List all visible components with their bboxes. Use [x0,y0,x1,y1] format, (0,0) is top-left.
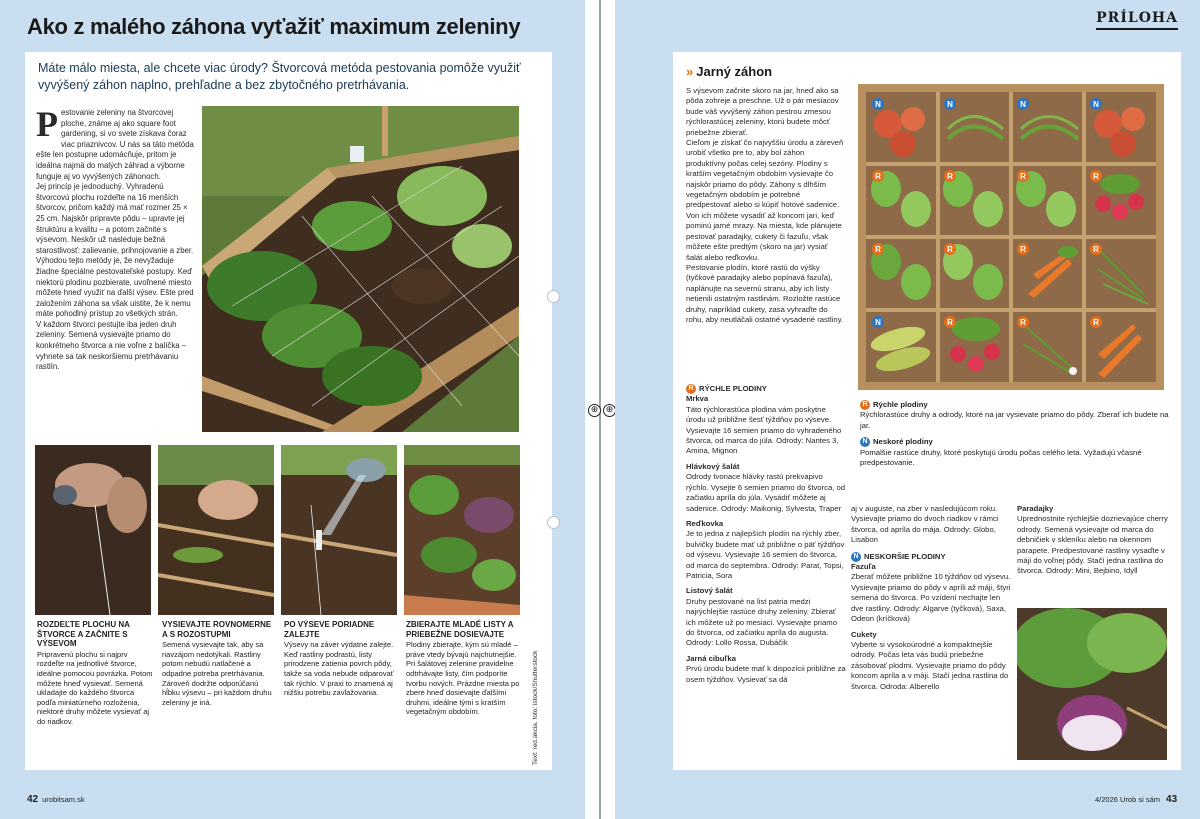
svg-text:R: R [1093,245,1099,254]
crop-text: Vyberte si vysokoúrodné a kompaktnejšie odrody. Počas leta vás budú priebežne zásobovať plodmi. Vysievajte priamo do pôdy koncom apríla a v máji. Stačí jedna rastlina do štvorca. Odroda: Alberello [851,639,1009,691]
legend-fast: R Rýchle plodiny Rýchlorastúce druhy a odrody, ktoré na jar vysievate priamo do pôdy. Zberať ich budete na jar. [860,400,1169,430]
crop-text: Je to jedna z najlepších plodín na rýchly zber, bulvičky budete mať už približne o päť týždňov od výsevu. Vysievajte 16 semien do štvorca, od marca do septembra. Odrody: Parat, Topsi, Patricia, Sora [686,529,845,580]
body-paragraph-3: Výhodou tejto metódy je, že nevyžaduje žiadne špeciálne pestovateľské postupy. Keď niektorú plodinu pozbierate, uvoľnené miesto môžete hneď využiť na ďalší výsev. Ešte pred založením záhona sa však uistite, že k nemu máte pohodlný prístup zo všetkých strán. [36,256,194,319]
registration-mark: ⊕ [588,404,601,417]
registration-mark: ⊕ [603,404,616,417]
site-name: urobitsam.sk [42,795,85,804]
crop-name: Hlávkový šalát [686,461,740,471]
step-caption-title: ZBIERAJTE MLADÉ LISTY A PRIEBEŽNE DOSIEVAJTE [406,620,514,639]
legend-late: N Neskoré plodiny Pomalšie rastúce druhy, ktoré poskytujú úrodu počas celého leta. Vyžadujú včasné predpestovanie. [860,437,1170,468]
intro-paragraph: Von ich môžete vysadiť až koncom jari, keď pominú jarné mrazy. Na miesta, kde plánujete pestovať paradajky, cukety či fazuľu, však môžete ešte predtým (skoro na jar) vysiať šalát alebo reďkovku. [686,210,842,262]
crops-column-3 [1017,504,1169,577]
svg-text:R: R [1093,172,1099,181]
body-paragraph-4: V každom štvorci pestujte iba jeden druh zeleniny. Semená vysievajte priamo do konkrétneho štvorca a nie voľne z balíčka – vyhnete sa tak neskoršiemu pretrhávaniu rastlín. [36,319,187,372]
step-caption-2 [162,620,276,707]
step-caption-3 [284,620,398,698]
step-caption-text: Plodiny zbierajte, kým sú mladé – práve vtedy bývajú najchutnejšie. Pri šalátovej zelenine pravidelne odtrhávajte listy, čím podporíte tvorbu nových. Prázdne miesta po zbere hneď dosievajte ďalšími druhmi, ideálne tými s kratším vegetačným obdobím. [406,640,520,717]
svg-text:R: R [875,172,881,181]
svg-text:R: R [947,245,953,254]
svg-text:R: R [947,318,953,327]
crop-text: Prvú úrodu budete mať k dispozícii približne za osem týždňov. Vysievať sa dá [686,664,846,684]
step-caption-text: Výsevy na záver výdatne zalejte. Keď rastliny podrastú, listy prirodzene zatienia povrch pôdy, takže sa voda nebude odparovať tak rýchlo. V praxi to znamená aj nižšiu potrebu zavlažovania. [284,640,394,698]
photo-credit: Text: red.akcia, foto: istock/Shutterstock [532,650,539,765]
bed-grid-illustration [858,84,1164,390]
crop-text: Zberať môžete približne 10 týždňov od výsevu. Vysievajte priamo do pôdy v apríli až máji, štyri semená do štvorca. Po vzídení nechajte len dve rastliny. Odrody: Algarve (tyčková), Saxa, Odeon (kríčková) [851,572,1011,624]
article-body-column [36,104,194,373]
step-photo-water [281,445,397,615]
left-folio [27,794,85,805]
step-photo-sow [158,445,274,615]
article-title: Ako z malého záhona vyťažiť maximum zeleniny [27,14,521,39]
late-crops-heading: N NESKORŠIE PLODINY [851,552,1011,562]
issue-label: 4/2026 Urob si sám [1095,795,1161,804]
crop-text-continued: aj v auguste, na zber v nasledujúcom roku. Vysievajte priamo do dvoch riadkov v rámci štvorca, od apríla do mája. Odrody: Globo, Lisabon [851,504,999,545]
dropcap: P [36,104,58,144]
crop-name: Paradajky [1017,504,1054,513]
crops-column-1 [686,378,846,685]
svg-text:R: R [947,172,953,181]
step-photo-harvest [404,445,520,615]
binder-hole [547,516,560,529]
crop-name: Mrkva [686,394,709,404]
page-number: 43 [1166,794,1178,805]
article-lead: Máte málo miesta, ale chcete viac úrody? Štvorcová metóda pestovania pomôže využiť vyvýšený záhon naplno, prehľadne a bez zbytočného pretrhávania. [38,61,521,92]
step-caption-1 [37,620,155,727]
section-title: » Jarný záhon [686,64,773,79]
legend-text: Pomalšie rastúce druhy, ktoré poskytujú úrodu počas celého leta. Vyžadujú včasné predpestovanie. [860,447,1142,468]
svg-text:R: R [875,245,881,254]
late-badge-icon: N [860,437,870,447]
crop-text: Táto rýchlorastúca plodina vám poskytne úrodu už približne šesť týždňov po výseve. Vysievajte 16 semien priamo do vyhradeného štvorca, od marca do júla. Odrody: Nantes 3, Amina, Mignon [686,404,842,456]
fast-crops-heading: R RÝCHLE PLODINY [686,384,846,394]
step-caption-title: ROZDEĽTE PLOCHU NA ŠTVORCE A ZAČNITE S VÝSEVOM [37,620,130,649]
step-photo-divide [35,445,151,615]
crop-name: Jarná cibuľka [686,653,736,663]
raised-bed-photo [202,106,519,432]
svg-text:R: R [1020,245,1026,254]
section-tag: PRÍLOHA [1096,10,1178,30]
fast-badge-icon: R [860,400,870,410]
fast-badge-icon: R [686,384,696,394]
svg-text:N: N [947,100,953,109]
page-number: 42 [27,794,39,805]
step-caption-title: VYSIEVAJTE ROVNOMERNE A S ROZOSTUPMI [162,620,272,639]
crop-name: Fazuľa [851,562,876,572]
svg-text:R: R [1020,318,1026,327]
late-badge-icon: N [851,552,861,562]
svg-text:R: R [1093,318,1099,327]
step-caption-text: Pripravenú plochu si najprv rozdeľte na jednotlivé štvorce, ideálne pomocou povrázka. Potom môžete hneď vysievať. Semená ukladajte do každého štvorca podľa miniatúrneho rozloženia, niektoré druhy môžete vysievať aj do riadkov. [37,649,153,726]
grid-legend [860,400,1170,475]
crop-text: Odrody tvoriace hlávky rastú prekvapivo rýchlo. Vysejte 6 semien priamo do štvorca, od začiatku apríla do júla. Vysádiť môžete aj sadenice. Odrody: Maikonig, Sylvesta, Traper [686,472,846,513]
step-caption-text: Semená vysievajte tak, aby sa navzájom nedotýkali. Rastliny potom nebudú natlačené a odpadne potreba pretrhávania. Zároveň dodržte odporúčanú hĺbku výsevu – pri každom druhu zeleniny je iná. [162,640,272,707]
crop-name: Reďkovka [686,518,724,528]
svg-text:N: N [1020,100,1026,109]
svg-text:N: N [1093,100,1099,109]
crop-text: Uprednostnite rýchlejšie dozrievajúce cherry odrody. Semená vysievajte od marca do debničiek v skleníku alebo na okennom parapete. Predpestované rastliny vysaďte v máji do voľnej pôdy. Stačí jedna rastlina do štvorca. Odrody: Mini, Bejbino, Idyll [1017,514,1168,576]
intro-paragraph: Cieľom je získať čo najvyššiu úrodu a záreveň urobiť všetko pre to, aby bol záhon produktívny počas celej sezóny. Plodiny s kratším vegetačným obdobím vysievajte čo najskôr priamo do pôdy. Záhony s dlhším vegetačným obdobím je potrebné predpestovať alebo si kúpiť hotové sadenice. [686,138,844,210]
svg-text:N: N [875,318,881,327]
svg-text:N: N [875,100,881,109]
step-caption-4 [406,620,524,717]
intro-paragraph: S výsevom začnite skoro na jar, hneď ako sa pôda zohreje a preschne. Už o pár mesiacov bude váš vyvýšený záhon pestrou zmesou rýchlorastúcej zeleniny, ktorú budete môcť priebežne zbierať. [686,86,839,137]
body-paragraph-1: estovanie zeleniny na štvorcovej ploche, známe aj ako square foot gardening, si vo svete získava čoraz viac priaznivcov. U nás sa táto metóda ešte len postupne udomácňuje, pritom je ideálna najmä do malých záhrad a výborne funguje aj vo vyvýšených záhonoch. [36,108,194,181]
legend-text: Rýchlorastúce druhy a odrody, ktoré na jar vysievate priamo do pôdy. Zberať ich budete na jar. [860,410,1169,430]
svg-text:R: R [1020,172,1026,181]
crop-name: Cukety [851,629,877,639]
step-caption-title: PO VÝSEVE PORIADNE ZALEJTE [284,620,375,639]
turnip-photo [1017,608,1167,760]
crop-text: Druhy pestované na list patria medzi najrýchlejšie rastúce druhy zeleniny. Zbierať ich môžete už po mesiaci. Vysievajte priamo do štvorca, od začiatku apríla do augusta. Odrody: Lollo Rossa, Dubáčik [686,596,837,648]
section-marker: » [686,64,694,79]
right-folio [1095,794,1181,805]
intro-paragraph: Pestovanie plodín, ktoré rastú do výšky (tyčkové paradajky alebo popínavá fazuľa), naplánujte na severnú stranu, aby ich listy netienili ostatným rastlinám. Rozložte rastúce druhy, napríklad cukety, zasa vyhraďte do rohu, aby neutláčali ostatné vysadené rastliny. [686,262,844,324]
crops-column-2 [851,504,1011,692]
body-paragraph-2: Jej princíp je jednoduchý. Vyhradenú štvorcovú plochu rozdeľte na 16 menších štvorcov, pričom každý má mať rozmer 25 × 25 cm. Najskôr pripravte pôdu – upravte jej štruktúru a kvalitu – a potom začnite s výsevom. Neskôr už nasleduje bežná starostlivosť: zalievanie, prihnojovanie a zber. [36,182,194,255]
intro-column [686,86,846,325]
binder-hole [547,290,560,303]
crop-name: Listový šalát [686,586,733,596]
